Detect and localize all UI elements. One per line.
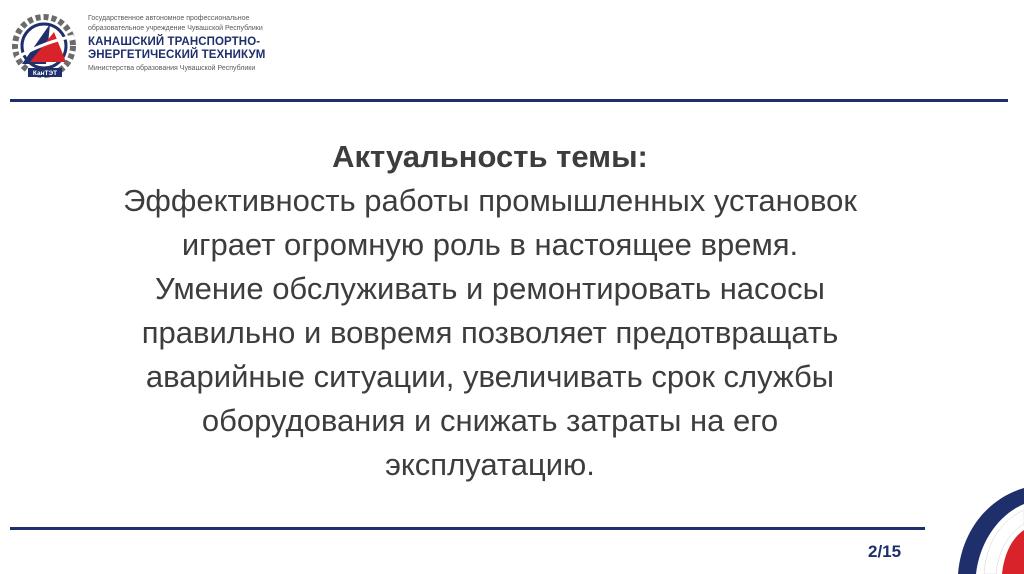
ministry-line: Министерства образования Чувашской Республики <box>88 65 256 72</box>
body-line-2: играет огромную роль в настоящее время. <box>181 227 799 262</box>
body-line-1: Эффективность работы промышленных установок <box>123 183 857 218</box>
slide-body <box>60 135 920 487</box>
footer-divider <box>10 527 925 530</box>
body-line-7: эксплуатацию. <box>385 447 595 482</box>
logo-text: КанТЭТ <box>32 70 58 77</box>
college-name-line-2: ЭНЕРГЕТИЧЕСКИЙ ТЕХНИКУМ <box>88 49 266 61</box>
body-line-6: оборудования и снижать затраты на его <box>201 403 779 438</box>
body-line-3: Умение обслуживать и ремонтировать насосы <box>155 271 825 306</box>
slide-header <box>0 0 1024 100</box>
org-line-1: Государственное автономное профессиональное <box>88 15 250 22</box>
college-logo <box>8 12 86 82</box>
decorative-swoosh-icon <box>930 480 1024 574</box>
college-name-line-1: КАНАШСКИЙ ТРАНСПОРТНО- <box>88 36 261 48</box>
header-divider <box>10 99 1008 102</box>
org-line-2: образовательное учреждение Чувашской Республики <box>88 25 263 32</box>
slide-heading: Актуальность темы: <box>332 139 648 174</box>
body-line-4: правильно и вовремя позволяет предотвращать <box>141 315 839 350</box>
body-line-5: аварийные ситуации, увеличивать срок службы <box>145 359 835 394</box>
page-indicator: 2/15 <box>868 542 902 561</box>
